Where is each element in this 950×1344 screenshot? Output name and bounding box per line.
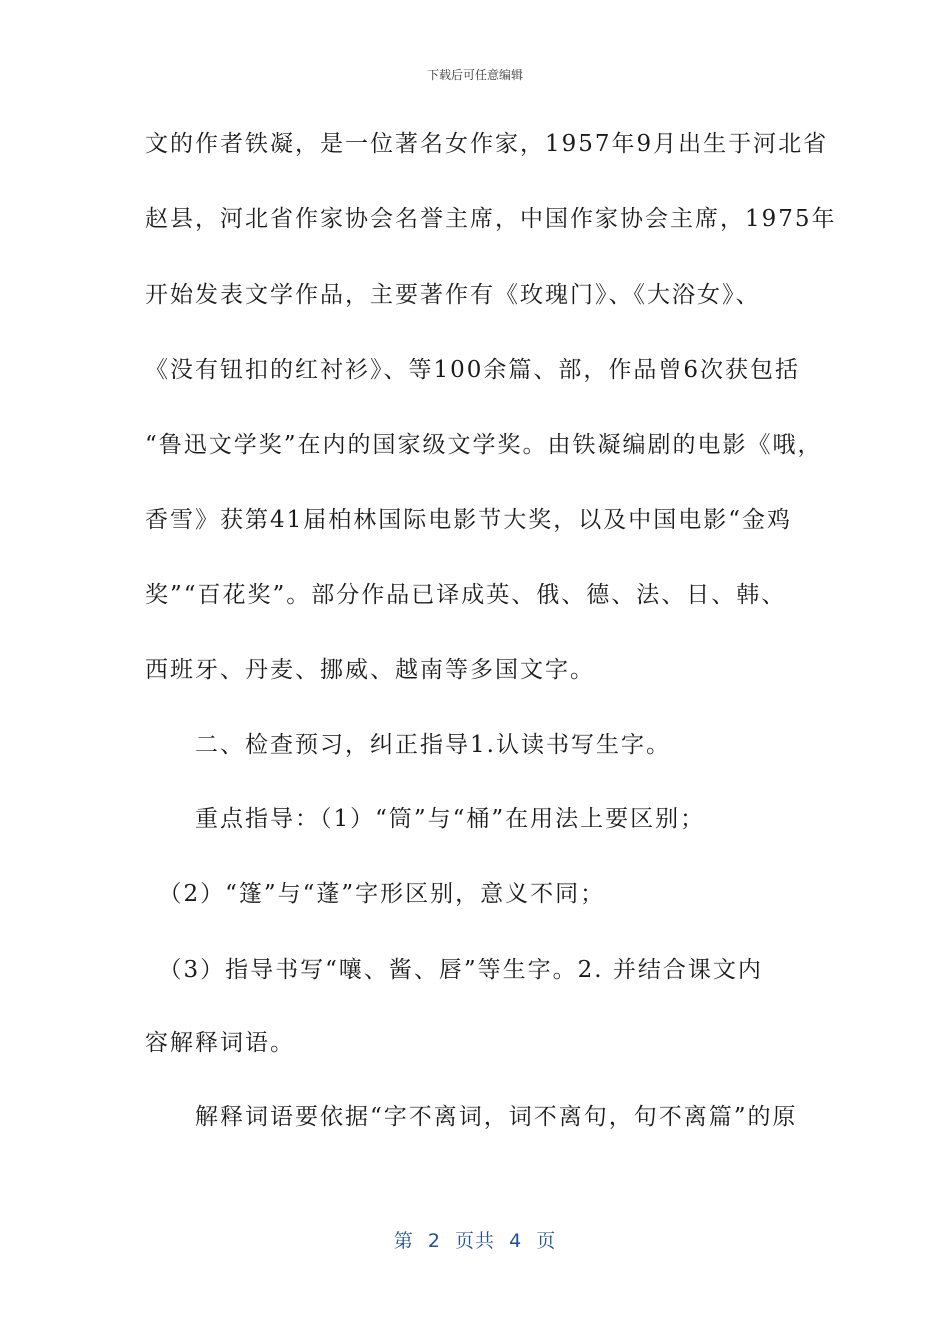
body-line-1: 文的作者铁凝，是一位著名女作家，1957年9月出生于河北省: [145, 131, 829, 157]
body-line-11: （2）“篷”与“蓬”字形区别，意义不同；: [145, 881, 606, 907]
body-line-12: （3）指导书写“嚷、酱、唇”等生字。2. 并结合课文内: [145, 957, 763, 983]
body-line-5: “鲁迅文学奖”在内的国家级文学奖。由铁凝编剧的电影《哦，: [145, 432, 823, 458]
body-line-14: 解释词语要依据“字不离词，词不离句，句不离篇”的原: [145, 1104, 798, 1130]
page-number-footer: 第 2 页共 4 页: [393, 1230, 557, 1252]
body-line-2: 赵县，河北省作家协会名誉主席，中国作家协会主席，1975年: [145, 206, 837, 232]
body-line-3: 开始发表文学作品，主要著作有《玫瑰门》、《大浴女》、: [145, 282, 761, 308]
body-line-6: 香雪》获第41届柏林国际电影节大奖，以及中国电影“金鸡: [145, 507, 793, 533]
body-line-9: 二、检查预习，纠正指导1.认读书写生字。: [145, 732, 671, 758]
page-header: 下载后可任意编辑: [426, 68, 523, 82]
body-line-13: 容解释词语。: [145, 1030, 295, 1056]
body-line-8: 西班牙、丹麦、挪威、越南等多国文字。: [145, 657, 595, 683]
body-line-7: 奖”“百花奖”。部分作品已译成英、俄、德、法、日、韩、: [145, 582, 787, 608]
body-line-4: 《没有钮扣的红衬衫》、等100余篇、部，作品曾6次获包括: [145, 357, 801, 383]
body-line-10: 重点指导：（1）“筒”与“桶”在用法上要区别；: [145, 806, 706, 832]
